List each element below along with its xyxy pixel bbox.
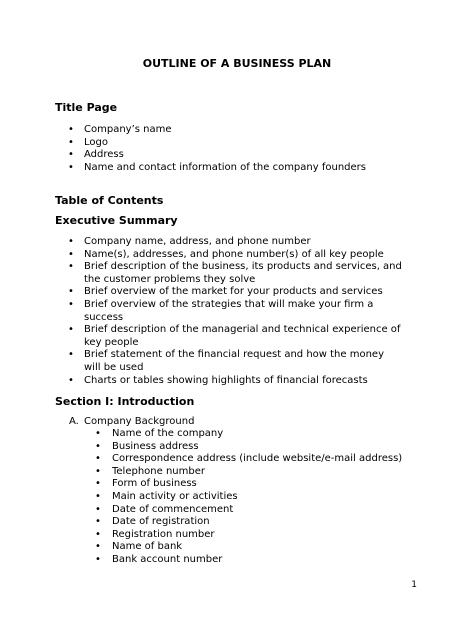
- list-item: • Name(s), addresses, and phone number(s) of all key people: [0, 249, 402, 262]
- executive-summary-list: [0, 236, 402, 387]
- section-introduction-heading: Section I: Introduction: [55, 395, 195, 408]
- list-item: • Name of the company: [0, 428, 412, 441]
- title-page-heading: Title Page: [55, 101, 118, 114]
- document-title: OUTLINE OF A BUSINESS PLAN: [142, 57, 332, 70]
- list-item: • Correspondence address (include website/e-mail address): [0, 453, 412, 466]
- subsection-label: Company Background: [84, 416, 195, 427]
- title-page-list: [0, 124, 402, 174]
- list-item: • Registration number: [0, 529, 412, 542]
- executive-summary-heading: Executive Summary: [55, 214, 178, 227]
- list-item: • Company’s name: [0, 124, 402, 137]
- company-background-list: [0, 428, 412, 567]
- list-item: • Business address: [0, 441, 412, 454]
- list-item: • Name and contact information of the company founders: [0, 162, 402, 175]
- list-item: • Brief description of the business, its products and services, and the customer problems they solve: [0, 261, 402, 286]
- list-item: • Form of business: [0, 478, 412, 491]
- list-item: • Brief statement of the financial request and how the money will be used: [0, 349, 402, 374]
- list-item: • Main activity or activities: [0, 491, 412, 504]
- subsection-heading: [69, 416, 194, 429]
- list-item: • Brief description of the managerial and technical experience of key people: [0, 324, 402, 349]
- list-item: • Bank account number: [0, 554, 412, 567]
- list-item: • Brief overview of the strategies that will make your firm a success: [0, 299, 402, 324]
- list-item: • Company name, address, and phone number: [0, 236, 402, 249]
- list-item: • Logo: [0, 137, 402, 150]
- list-item: • Name of bank: [0, 541, 412, 554]
- list-item: • Brief overview of the market for your products and services: [0, 286, 402, 299]
- page-number: 1: [411, 580, 417, 590]
- list-item: • Charts or tables showing highlights of financial forecasts: [0, 375, 402, 388]
- list-item: • Date of registration: [0, 516, 412, 529]
- table-of-contents-heading: Table of Contents: [55, 194, 164, 207]
- subsection-letter: A.: [69, 416, 79, 427]
- list-item: • Date of commencement: [0, 504, 412, 517]
- list-item: • Telephone number: [0, 466, 412, 479]
- list-item: • Address: [0, 149, 402, 162]
